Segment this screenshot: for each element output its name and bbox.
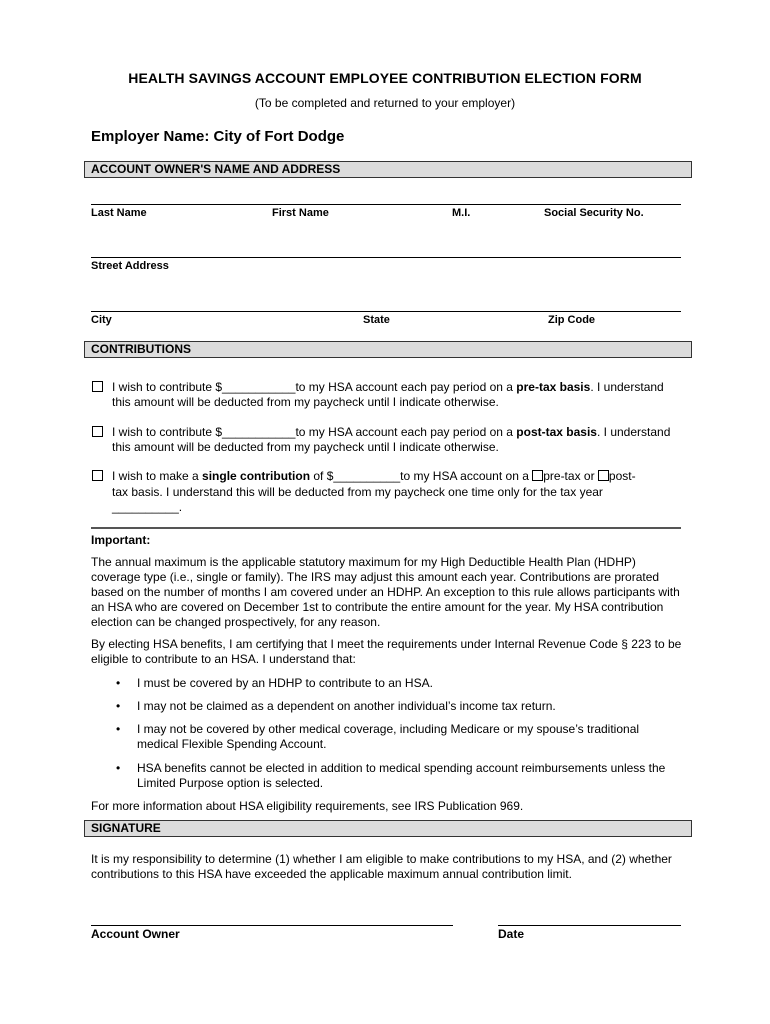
ssn-label: Social Security No.	[544, 207, 644, 219]
pretax-option-bold: pre-tax basis	[516, 380, 591, 394]
section-header-account-owner: ACCOUNT OWNER'S NAME AND ADDRESS	[84, 161, 692, 178]
bullet-marker: •	[116, 676, 121, 690]
date-line[interactable]	[498, 925, 681, 926]
name-line[interactable]	[91, 204, 681, 205]
form-title: HEALTH SAVINGS ACCOUNT EMPLOYEE CONTRIBUTION ELECTION FORM	[128, 70, 642, 86]
important-paragraph-2: By electing HSA benefits, I am certifying that I meet the requirements under Internal Revenue Code § 223 to be eligible to contribute to an HSA. I understand that:	[91, 637, 682, 666]
section-header-signature: SIGNATURE	[84, 820, 692, 837]
last-name-label: Last Name	[91, 207, 147, 219]
employer-name: Employer Name: City of Fort Dodge	[91, 128, 345, 145]
single-posttax-label: post-	[608, 469, 636, 483]
bullet-item: I may not be covered by other medical coverage, including Medicare or my spouse’s traditional medical Flexible Spending Account.	[137, 722, 640, 751]
account-owner-label: Account Owner	[91, 927, 180, 941]
important-divider	[91, 527, 681, 529]
bullet-item: HSA benefits cannot be elected in addition to medical spending account reimbursements unless the Limited Purpose option is selected.	[137, 761, 666, 790]
bullet-marker: •	[116, 722, 121, 736]
important-paragraph-3: For more information about HSA eligibility requirements, see IRS Publication 969.	[91, 799, 524, 813]
single-option-pre: I wish to make a	[112, 469, 203, 483]
single-option-bold: single contribution	[202, 469, 311, 483]
street-address-label: Street Address	[91, 260, 169, 272]
posttax-option-bold: post-tax basis	[516, 425, 597, 439]
pretax-option-post: . I understand this amount will be deducted from my paycheck until I indicate otherwise.	[112, 380, 664, 409]
bullet-item: I must be covered by an HDHP to contribute to an HSA.	[137, 676, 433, 690]
posttax-option-text	[112, 425, 682, 455]
single-pretax-checkbox[interactable]	[532, 470, 543, 481]
single-contribution-line2: tax basis. I understand this will be deducted from my paycheck one time only for the tax year	[112, 485, 603, 499]
posttax-checkbox[interactable]	[92, 426, 103, 437]
city-label: City	[91, 314, 112, 326]
bullet-marker: •	[116, 761, 121, 775]
pretax-option-pre: I wish to contribute $___________to my HSA account each pay period on a	[112, 380, 517, 394]
single-pretax-label: pre-tax or	[543, 469, 598, 483]
zip-code-label: Zip Code	[548, 314, 596, 326]
form-subtitle: (To be completed and returned to your employer)	[254, 96, 516, 110]
posttax-option-post: . I understand this amount will be deducted from my paycheck until I indicate otherwise.	[112, 425, 671, 454]
date-label: Date	[498, 927, 525, 941]
single-contribution-line1	[112, 469, 682, 484]
posttax-option-pre: I wish to contribute $___________to my HSA account each pay period on a	[112, 425, 517, 439]
section-header-contributions: CONTRIBUTIONS	[84, 341, 692, 358]
city-line[interactable]	[91, 311, 681, 312]
first-name-label: First Name	[272, 207, 329, 219]
mi-label: M.I.	[452, 207, 471, 219]
bullet-item: I may not be claimed as a dependent on another individual’s income tax return.	[137, 699, 556, 713]
single-posttax-checkbox[interactable]	[598, 470, 609, 481]
street-line[interactable]	[91, 257, 681, 258]
pretax-checkbox[interactable]	[92, 381, 103, 392]
state-label: State	[363, 314, 390, 326]
important-heading: Important:	[91, 533, 151, 547]
pretax-option-text	[112, 380, 682, 410]
account-owner-signature-line[interactable]	[91, 925, 453, 926]
important-paragraph-1: The annual maximum is the applicable statutory maximum for my High Deductible Health Plan (HDHP) coverage type (i.e., single or family). The IRS may adjust this amount each year. Contributions are prorated based on the number of months I am covered under an HDHP. An exception to this rule allows participants with an HSA who are covered on December 1st to contribute the entire amount for the year. My HSA contribution election can be changed prospectively, for any reason.	[91, 555, 680, 629]
signature-statement: It is my responsibility to determine (1) whether I am eligible to make contributions to my HSA, and (2) whether contributions to this HSA have exceeded the applicable maximum annual contribution limit.	[91, 852, 672, 881]
single-option-mid: of $__________to my HSA account on a	[310, 469, 533, 483]
single-contribution-line3[interactable]: __________.	[112, 500, 183, 514]
bullet-marker: •	[116, 699, 121, 713]
single-contribution-checkbox[interactable]	[92, 470, 103, 481]
